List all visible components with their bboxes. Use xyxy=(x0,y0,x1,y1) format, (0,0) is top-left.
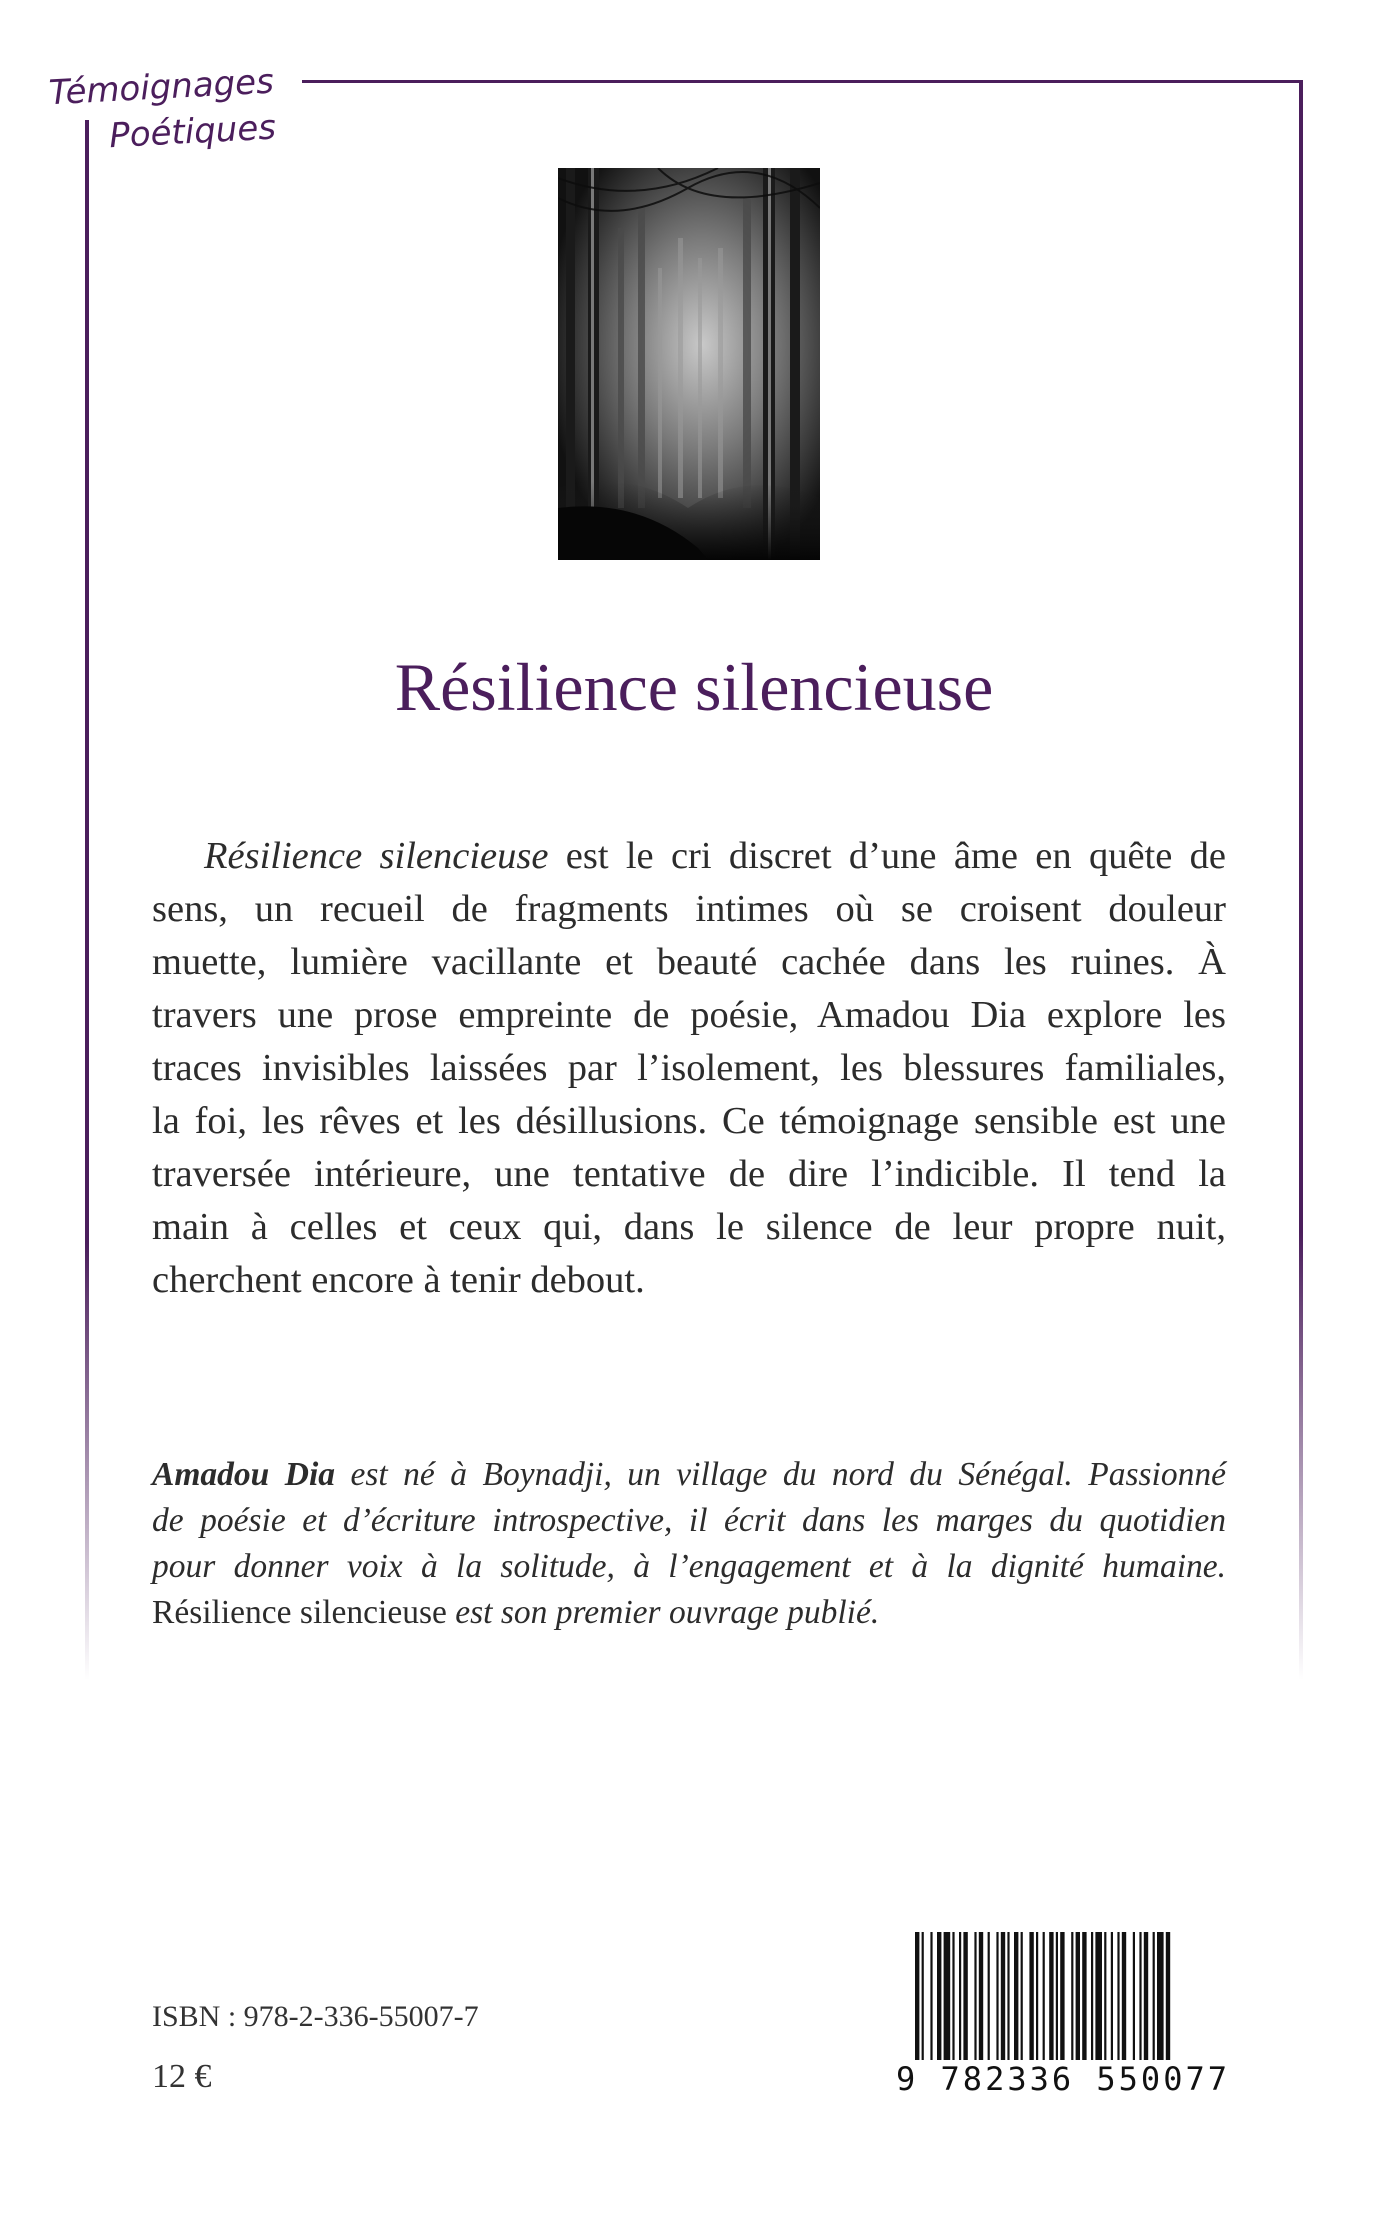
blurb-line: muette, lumière vacillante et beauté cachée dans les ruines. À xyxy=(152,941,1226,983)
author-bio-line: pour donner voix à la solitude, à l’engagement et à la dignité humaine. xyxy=(152,1548,1226,1585)
barcode-bar xyxy=(1029,1932,1033,2062)
blurb-line: traversée intérieure, une tentative de dire l’indicible. Il tend la xyxy=(152,1153,1226,1195)
barcode-digits: 9 782336 550077 xyxy=(893,2060,1233,2098)
barcode-bar xyxy=(988,1932,990,2062)
barcode-bars xyxy=(893,1932,1233,2062)
barcode-bar xyxy=(1095,1932,1102,2062)
author-name: Amadou Dia xyxy=(152,1456,336,1493)
book-title: Résilience silencieuse xyxy=(394,649,994,725)
barcode-bar xyxy=(952,1932,954,2062)
barcode-bar xyxy=(1076,1932,1080,2062)
blurb-line: traces invisibles laissées par l’isolement, les blessures familiales, xyxy=(152,1047,1226,1089)
barcode-bar xyxy=(1111,1932,1113,2062)
barcode-bar xyxy=(1166,1932,1170,2062)
barcode-bar xyxy=(963,1932,967,2062)
book-blurb xyxy=(152,830,1226,1307)
barcode-bar xyxy=(922,1932,924,2062)
blurb-line: sens, un recueil de fragments intimes où se croisent douleur xyxy=(152,888,1226,930)
barcode-bar xyxy=(1036,1932,1038,2062)
blurb-line: travers une prose empreinte de poésie, Amadou Dia explore les xyxy=(152,994,1226,1036)
barcode-bar xyxy=(1117,1932,1119,2062)
blurb-line: cherchent encore à tenir debout. xyxy=(152,1259,645,1301)
barcode-bar xyxy=(996,1932,998,2062)
author-bio-book-title: Résilience silencieuse xyxy=(152,1594,447,1631)
barcode-bar xyxy=(1014,1932,1018,2062)
blurb-line: main à celles et ceux qui, dans le silence de leur propre nuit, xyxy=(152,1206,1226,1248)
author-bio-line-4-text: est son premier ouvrage publié. xyxy=(446,1594,880,1631)
barcode-bar xyxy=(1071,1932,1073,2062)
barcode-bar xyxy=(937,1932,941,2062)
blurb-line-1-text: est le cri discret d’une âme en quête de xyxy=(548,835,1226,877)
barcode-bar xyxy=(979,1932,983,2062)
barcode-bar xyxy=(1060,1932,1064,2062)
barcode-bar xyxy=(1043,1932,1045,2062)
barcode-bar xyxy=(1091,1932,1093,2062)
collection-line-1: Témoignages xyxy=(47,61,275,114)
barcode-bar xyxy=(1157,1932,1164,2062)
cover-photo-forest xyxy=(558,168,820,560)
barcode-bar xyxy=(915,1932,919,2062)
author-bio xyxy=(152,1452,1226,1636)
barcode-bar xyxy=(1153,1932,1155,2062)
frame-right-border xyxy=(1299,80,1303,1680)
barcode-bar xyxy=(1056,1932,1058,2062)
barcode-bar xyxy=(1001,1932,1005,2062)
barcode-bar xyxy=(959,1932,961,2062)
frame-left-border xyxy=(85,120,89,1680)
barcode-bar xyxy=(1007,1932,1009,2062)
author-bio-line xyxy=(152,1452,1226,1498)
author-bio-line xyxy=(152,1590,1226,1636)
barcode-bar xyxy=(1139,1932,1141,2062)
barcode-bar xyxy=(930,1932,932,2062)
price: 12 € xyxy=(152,2058,212,2095)
blurb-line: la foi, les rêves et les désillusions. Ce témoignage sensible est une xyxy=(152,1100,1226,1142)
barcode-bar xyxy=(1144,1932,1148,2062)
barcode-bar xyxy=(1133,1932,1135,2062)
barcode-bar xyxy=(944,1932,951,2062)
barcode-bar xyxy=(974,1932,976,2062)
isbn-number: ISBN : 978-2-336-55007-7 xyxy=(152,2000,479,2033)
barcode-bar xyxy=(1122,1932,1126,2062)
collection-name xyxy=(48,58,292,162)
blurb-title-ref: Résilience silencieuse xyxy=(204,835,549,877)
barcode-bar xyxy=(1082,1932,1086,2062)
author-bio-line: de poésie et d’écriture introspective, il écrit dans les marges du quotidien xyxy=(152,1502,1226,1539)
barcode-bar xyxy=(1021,1932,1023,2062)
blurb-line xyxy=(152,830,1226,883)
author-bio-line-1-text: est né à Boynadji, un village du nord du Sénégal. Passionné xyxy=(335,1456,1226,1493)
barcode-bar xyxy=(1104,1932,1106,2062)
frame-top-border xyxy=(302,80,1302,83)
collection-line-2: Poétiques xyxy=(108,107,277,157)
barcode-bar xyxy=(1049,1932,1053,2062)
